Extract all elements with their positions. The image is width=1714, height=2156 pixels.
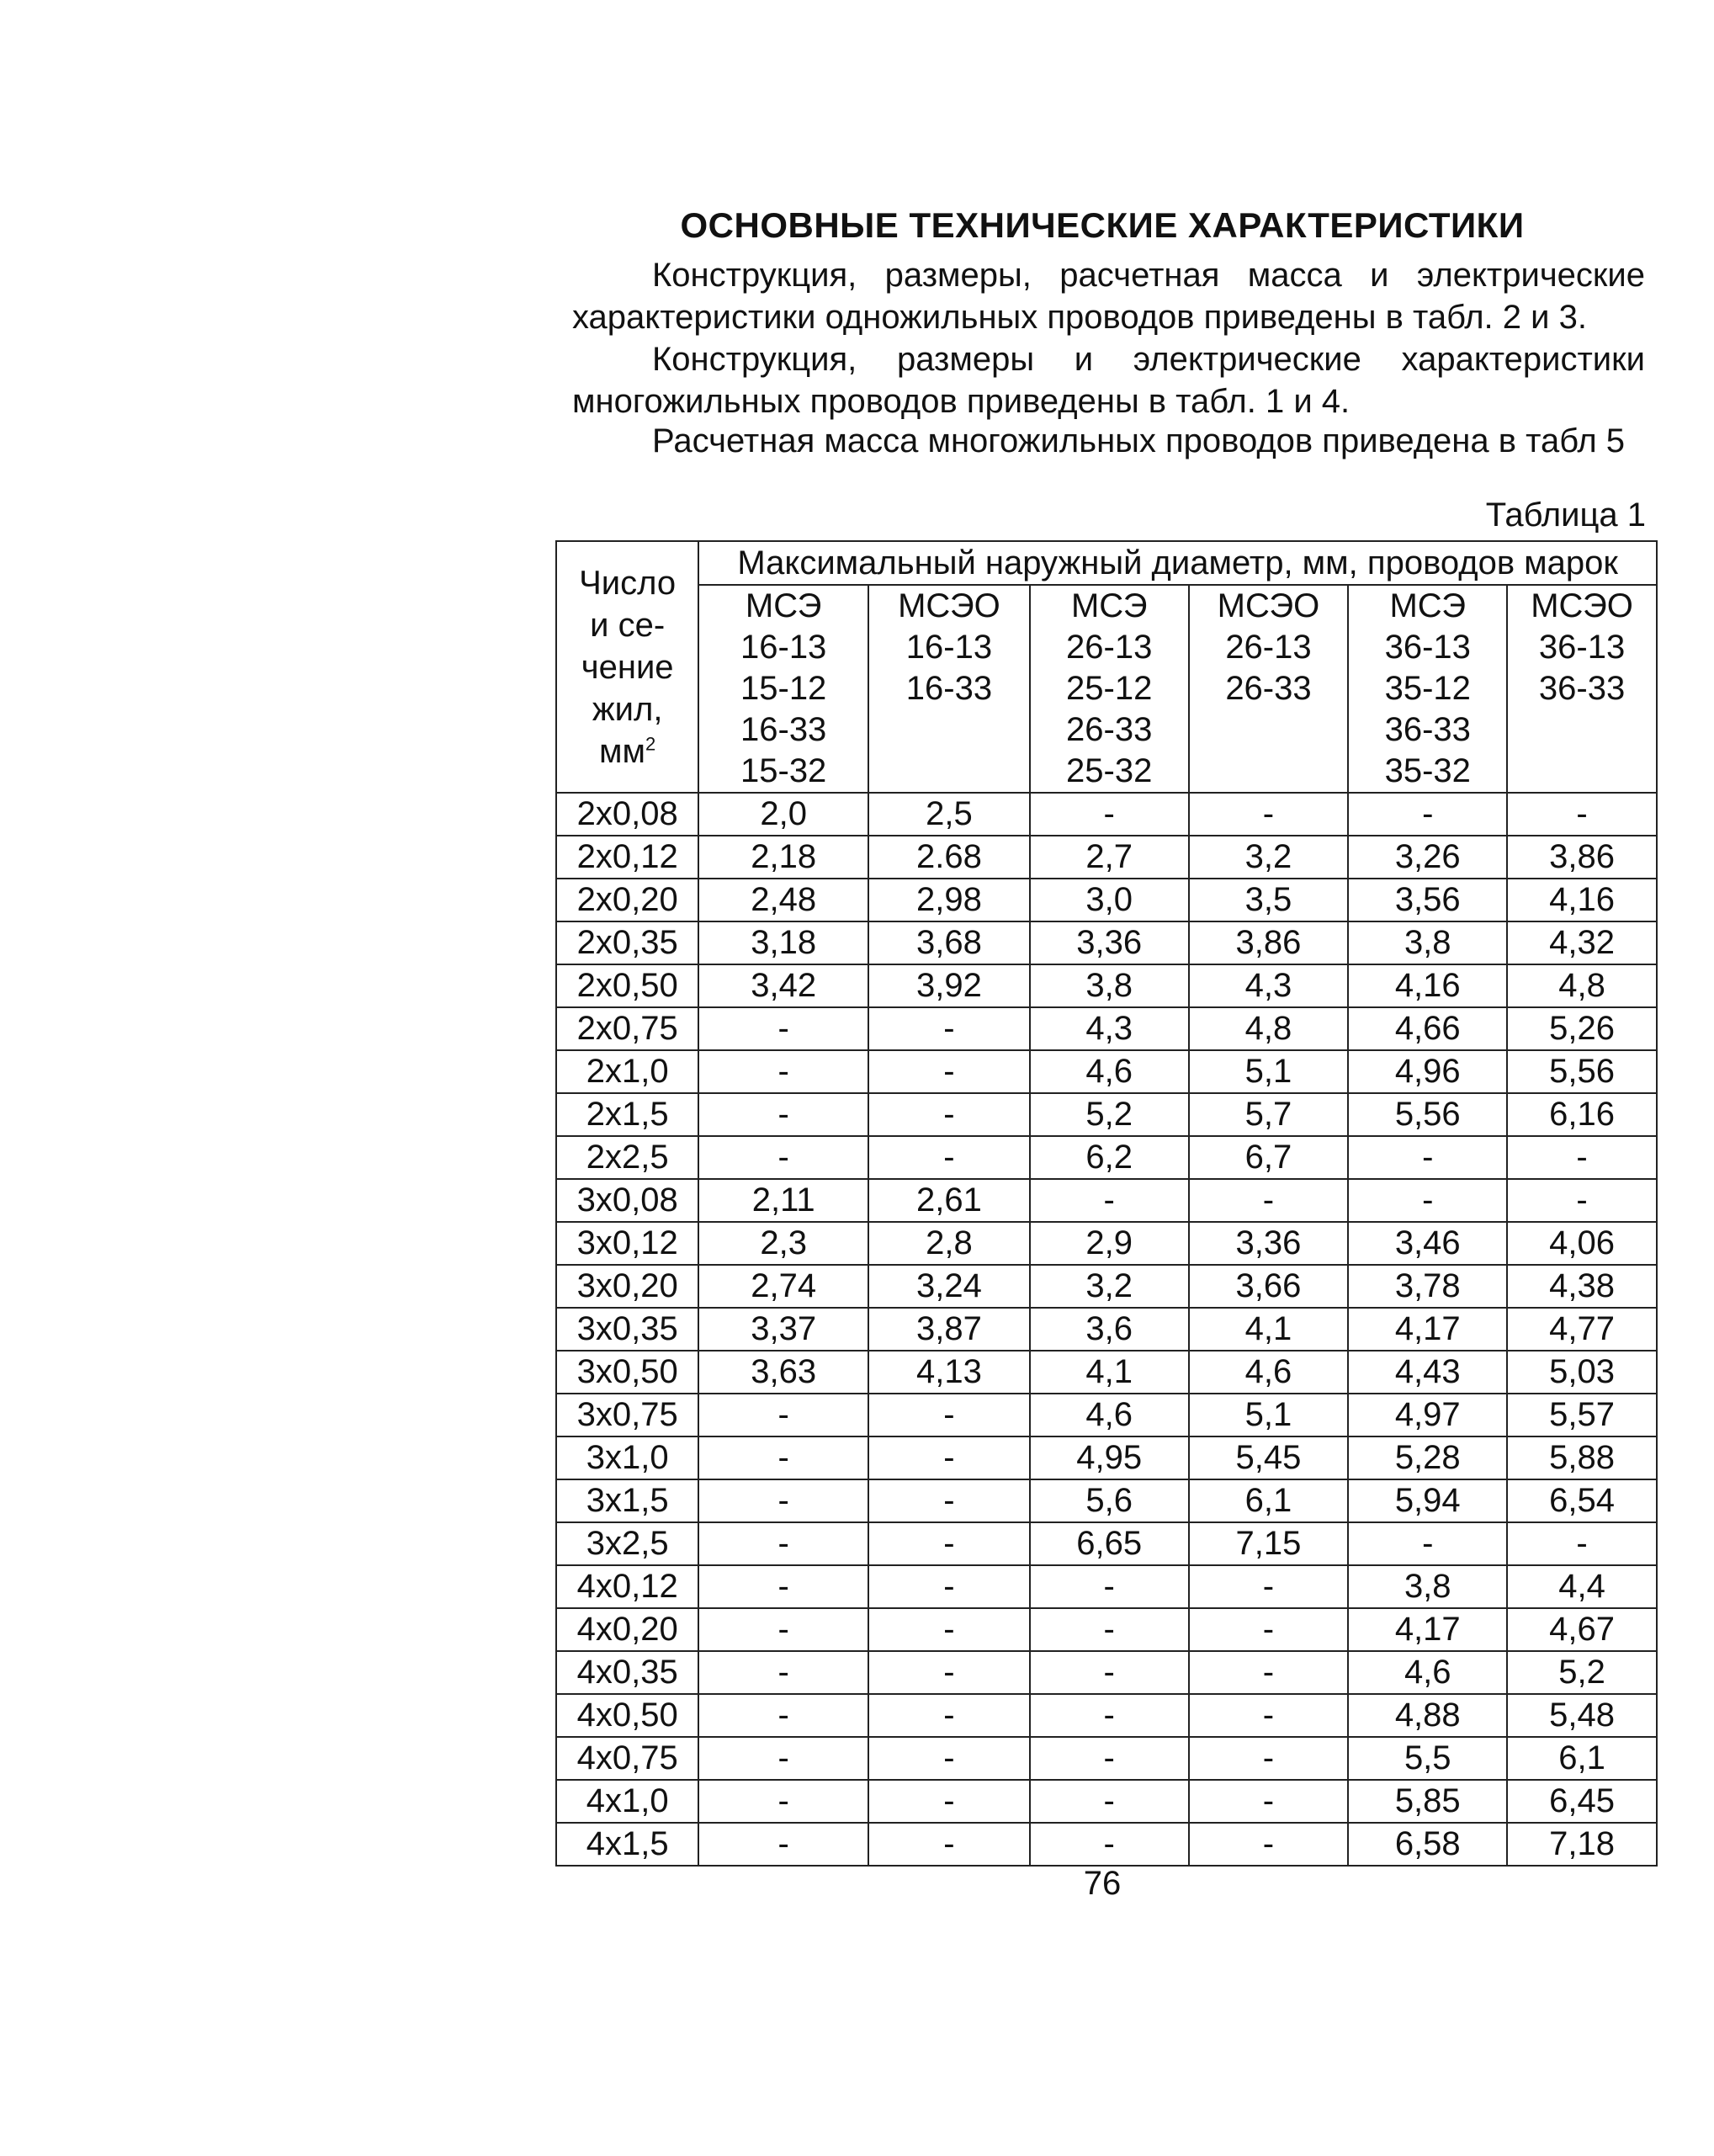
table-cell: -: [1030, 1608, 1189, 1651]
table-cell: 3,86: [1507, 836, 1657, 879]
table-cell: -: [1189, 1780, 1349, 1823]
table-cell: 4,13: [868, 1351, 1030, 1394]
table-cell: 4,6: [1348, 1651, 1507, 1694]
table-row: [556, 1007, 1657, 1050]
table-row: [556, 921, 1657, 964]
column-header-2: [1030, 585, 1189, 793]
table-cell: -: [1030, 1823, 1189, 1866]
table-cell: 3,2: [1189, 836, 1349, 879]
table-cell: 2,3: [698, 1222, 868, 1265]
table-cell: 5,56: [1348, 1093, 1507, 1136]
row-header-line: чение: [581, 648, 674, 686]
row-label: 4x0,12: [556, 1565, 698, 1608]
table-cell: 3,2: [1030, 1265, 1189, 1308]
table-cell: 2,48: [698, 879, 868, 921]
table-cell: 6,1: [1189, 1479, 1349, 1522]
table-label: Таблица 1: [1485, 497, 1646, 534]
table-cell: 2,8: [868, 1222, 1030, 1265]
column-header-line: 35-32: [1384, 752, 1471, 789]
table-cell: 5,2: [1507, 1651, 1657, 1694]
table-row: [556, 1351, 1657, 1394]
column-header-line: 36-13: [1384, 629, 1471, 666]
column-header-3: [1189, 585, 1349, 793]
table-cell: -: [1348, 1136, 1507, 1179]
table-cell: -: [1030, 1694, 1189, 1737]
row-label: 2x0,08: [556, 793, 698, 836]
column-header-5: [1507, 585, 1657, 793]
row-label: 2x0,35: [556, 921, 698, 964]
table-cell: 3,18: [698, 921, 868, 964]
column-header-4: [1348, 585, 1507, 793]
row-label: 4x0,50: [556, 1694, 698, 1737]
table-cell: -: [868, 1651, 1030, 1694]
paragraph-2: Конструкция, размеры и электрические характеристики многожильных проводов приведены в табл. 1 и 4.: [572, 341, 1645, 420]
table-cell: 2,9: [1030, 1222, 1189, 1265]
column-header-line: 25-12: [1066, 670, 1153, 707]
table-cell: 2,98: [868, 879, 1030, 921]
table-body: [556, 793, 1657, 1866]
table-row: [556, 1093, 1657, 1136]
page-number: 76: [1083, 1865, 1122, 1902]
table-cell: 4,96: [1348, 1050, 1507, 1093]
table-cell: 3,56: [1348, 879, 1507, 921]
table-cell: -: [698, 1737, 868, 1780]
page-heading: ОСНОВНЫЕ ТЕХНИЧЕСКИЕ ХАРАКТЕРИСТИКИ: [680, 205, 1525, 245]
table-cell: -: [1348, 1179, 1507, 1222]
table-cell: -: [698, 1522, 868, 1565]
row-label: 2x0,50: [556, 964, 698, 1007]
table-row: [556, 1608, 1657, 1651]
column-header-line: 26-13: [1225, 629, 1312, 666]
table-cell: 2,61: [868, 1179, 1030, 1222]
row-label: 2x0,20: [556, 879, 698, 921]
table-cell: 4,8: [1507, 964, 1657, 1007]
table-cell: 3,8: [1348, 921, 1507, 964]
column-header-line: 36-33: [1384, 711, 1471, 748]
column-header-line: 25-32: [1066, 752, 1153, 789]
table-row: [556, 1780, 1657, 1823]
row-label: 3x0,75: [556, 1394, 698, 1436]
row-label: 3x0,20: [556, 1265, 698, 1308]
table-cell: 3,0: [1030, 879, 1189, 921]
row-header-line: и се-: [590, 606, 666, 644]
table-cell: 3,37: [698, 1308, 868, 1351]
table-cell: -: [1189, 793, 1349, 836]
column-header-line: МСЭ: [745, 587, 822, 624]
column-header-line: 26-13: [1066, 629, 1153, 666]
table-cell: 4,16: [1348, 964, 1507, 1007]
column-header-line: 35-12: [1384, 670, 1471, 707]
group-header: Максимальный наружный диаметр, мм, проводов марок: [698, 541, 1657, 585]
column-header-line: МСЭО: [1217, 587, 1320, 624]
column-header-line: 15-32: [740, 752, 827, 789]
table-cell: -: [698, 1823, 868, 1866]
table-cell: 2.68: [868, 836, 1030, 879]
row-label: 2x0,12: [556, 836, 698, 879]
table-cell: 4,88: [1348, 1694, 1507, 1737]
table-cell: -: [1030, 1651, 1189, 1694]
table-cell: 4,17: [1348, 1608, 1507, 1651]
table-cell: -: [868, 1436, 1030, 1479]
table-row: [556, 1522, 1657, 1565]
row-header-line: жил,: [592, 690, 663, 728]
table-cell: -: [1030, 1780, 1189, 1823]
table-row: [556, 1394, 1657, 1436]
table-cell: 5,88: [1507, 1436, 1657, 1479]
table-cell: 3,8: [1348, 1565, 1507, 1608]
table-cell: 5,7: [1189, 1093, 1349, 1136]
table-cell: 2,0: [698, 793, 868, 836]
table-cell: 3,78: [1348, 1265, 1507, 1308]
table-cell: 4,8: [1189, 1007, 1349, 1050]
row-label: 3x0,12: [556, 1222, 698, 1265]
table-cell: 3,42: [698, 964, 868, 1007]
table-cell: 4,1: [1189, 1308, 1349, 1351]
table-row: [556, 1050, 1657, 1093]
table-cell: -: [868, 1136, 1030, 1179]
row-label: 3x0,35: [556, 1308, 698, 1351]
table-cell: -: [1189, 1651, 1349, 1694]
table-cell: 6,2: [1030, 1136, 1189, 1179]
table-row: [556, 1179, 1657, 1222]
table-cell: -: [868, 1050, 1030, 1093]
row-label: 2x0,75: [556, 1007, 698, 1050]
table-cell: 3,6: [1030, 1308, 1189, 1351]
table-cell: -: [1189, 1565, 1349, 1608]
table-cell: -: [698, 1565, 868, 1608]
wire-diameter-table: [555, 540, 1658, 1867]
table-cell: -: [868, 1479, 1030, 1522]
table-cell: -: [1030, 1737, 1189, 1780]
column-header-line: МСЭО: [1531, 587, 1633, 624]
table-cell: 5,2: [1030, 1093, 1189, 1136]
table-row: [556, 1694, 1657, 1737]
table-row: [556, 1737, 1657, 1780]
row-label: 3x2,5: [556, 1522, 698, 1565]
table-cell: -: [868, 1737, 1030, 1780]
table-cell: -: [1189, 1823, 1349, 1866]
table-cell: 4,16: [1507, 879, 1657, 921]
table-cell: 3,36: [1189, 1222, 1349, 1265]
table-cell: -: [1507, 1179, 1657, 1222]
table-cell: 3,68: [868, 921, 1030, 964]
table-cell: 3,92: [868, 964, 1030, 1007]
table-cell: 3,24: [868, 1265, 1030, 1308]
row-header-line: Число: [579, 564, 677, 602]
table-cell: 5,56: [1507, 1050, 1657, 1093]
row-header-unit: мм: [599, 732, 646, 770]
table-cell: 4,3: [1030, 1007, 1189, 1050]
table-cell: 4,06: [1507, 1222, 1657, 1265]
table-row: [556, 1308, 1657, 1351]
row-header-unit-sup: 2: [645, 733, 656, 755]
column-header-line: 16-13: [905, 629, 993, 666]
row-label: 3x0,08: [556, 1179, 698, 1222]
table-cell: 3,63: [698, 1351, 868, 1394]
table-row: [556, 1222, 1657, 1265]
table-cell: -: [1030, 793, 1189, 836]
row-label: 2x2,5: [556, 1136, 698, 1179]
paragraph-1: Конструкция, размеры, расчетная масса и электрические характеристики одножильных проводов приведены в табл. 2 и 3.: [572, 257, 1645, 336]
column-header-0: [698, 585, 868, 793]
table-row: [556, 1265, 1657, 1308]
table-cell: 4,43: [1348, 1351, 1507, 1394]
table-cell: 4,6: [1030, 1050, 1189, 1093]
row-label: 4x0,35: [556, 1651, 698, 1694]
table-cell: 3,8: [1030, 964, 1189, 1007]
table-cell: -: [698, 1479, 868, 1522]
table-cell: 4,77: [1507, 1308, 1657, 1351]
column-headers-row: [556, 585, 1657, 793]
table-cell: 4,95: [1030, 1436, 1189, 1479]
table-row: [556, 1136, 1657, 1179]
table-cell: 5,6: [1030, 1479, 1189, 1522]
table-cell: -: [1189, 1608, 1349, 1651]
table-cell: -: [1348, 1522, 1507, 1565]
table-cell: 4,97: [1348, 1394, 1507, 1436]
table-cell: 2,5: [868, 793, 1030, 836]
table-cell: 4,1: [1030, 1351, 1189, 1394]
table-cell: 3,5: [1189, 879, 1349, 921]
table-cell: -: [1348, 793, 1507, 836]
row-label: 2x1,5: [556, 1093, 698, 1136]
row-label: 4x0,75: [556, 1737, 698, 1780]
table-cell: -: [868, 1565, 1030, 1608]
table-cell: 5,1: [1189, 1050, 1349, 1093]
table-cell: -: [698, 1007, 868, 1050]
row-label: 2x1,0: [556, 1050, 698, 1093]
column-header-line: МСЭО: [898, 587, 1000, 624]
table-cell: 5,48: [1507, 1694, 1657, 1737]
table-cell: 6,45: [1507, 1780, 1657, 1823]
table-row: [556, 1565, 1657, 1608]
table-cell: 3,87: [868, 1308, 1030, 1351]
table-cell: -: [1030, 1179, 1189, 1222]
table-cell: -: [698, 1780, 868, 1823]
column-header-line: 16-13: [740, 629, 827, 666]
table-cell: 5,57: [1507, 1394, 1657, 1436]
column-header-line: МСЭ: [1070, 587, 1148, 624]
table-cell: 6,7: [1189, 1136, 1349, 1179]
table-cell: -: [868, 1522, 1030, 1565]
table-cell: -: [1189, 1179, 1349, 1222]
table-cell: 6,58: [1348, 1823, 1507, 1866]
table-cell: 5,45: [1189, 1436, 1349, 1479]
table-cell: -: [868, 1694, 1030, 1737]
table-row: [556, 1651, 1657, 1694]
row-label: 4x1,0: [556, 1780, 698, 1823]
table-cell: 5,03: [1507, 1351, 1657, 1394]
table-cell: 4,38: [1507, 1265, 1657, 1308]
row-header-unit-line: [557, 730, 698, 773]
table-row: [556, 793, 1657, 836]
table-cell: -: [698, 1608, 868, 1651]
table-cell: -: [698, 1093, 868, 1136]
table-cell: -: [1030, 1565, 1189, 1608]
column-header-line: 16-33: [905, 670, 993, 707]
table-cell: -: [868, 1007, 1030, 1050]
table-cell: -: [1507, 1522, 1657, 1565]
table-cell: 4,3: [1189, 964, 1349, 1007]
column-header-line: 16-33: [740, 711, 827, 748]
table-cell: 5,1: [1189, 1394, 1349, 1436]
table-cell: -: [698, 1050, 868, 1093]
table-cell: 4,6: [1030, 1394, 1189, 1436]
table-cell: 4,6: [1189, 1351, 1349, 1394]
table-cell: -: [1189, 1694, 1349, 1737]
table-cell: -: [1189, 1737, 1349, 1780]
table-cell: -: [868, 1823, 1030, 1866]
table-cell: 4,66: [1348, 1007, 1507, 1050]
table-cell: 3,26: [1348, 836, 1507, 879]
table-cell: -: [868, 1394, 1030, 1436]
table-cell: -: [868, 1608, 1030, 1651]
column-header-line: МСЭ: [1389, 587, 1466, 624]
table-row: [556, 1436, 1657, 1479]
table-cell: 6,65: [1030, 1522, 1189, 1565]
table-cell: -: [1507, 793, 1657, 836]
table-row: [556, 836, 1657, 879]
column-header-1: [868, 585, 1030, 793]
table-cell: 5,85: [1348, 1780, 1507, 1823]
table-row: [556, 964, 1657, 1007]
column-header-line: 36-13: [1538, 629, 1626, 666]
row-label: 3x0,50: [556, 1351, 698, 1394]
table-cell: -: [698, 1436, 868, 1479]
row-label: 4x1,5: [556, 1823, 698, 1866]
column-header-line: 26-33: [1225, 670, 1312, 707]
column-header-line: 36-33: [1538, 670, 1626, 707]
table-cell: 3,46: [1348, 1222, 1507, 1265]
table-cell: -: [868, 1093, 1030, 1136]
table-cell: 5,94: [1348, 1479, 1507, 1522]
table-cell: -: [698, 1651, 868, 1694]
table-cell: 6,16: [1507, 1093, 1657, 1136]
row-label: 3x1,0: [556, 1436, 698, 1479]
table-cell: 4,4: [1507, 1565, 1657, 1608]
table-cell: 5,26: [1507, 1007, 1657, 1050]
table-cell: 3,66: [1189, 1265, 1349, 1308]
table-cell: 6,1: [1507, 1737, 1657, 1780]
table-cell: 4,32: [1507, 921, 1657, 964]
table-cell: 5,5: [1348, 1737, 1507, 1780]
row-header-cell: [556, 541, 698, 793]
paragraph-3: Расчетная масса многожильных проводов приведена в табл 5: [652, 422, 1626, 459]
table-row: [556, 1823, 1657, 1866]
table-cell: 7,18: [1507, 1823, 1657, 1866]
table-cell: -: [868, 1780, 1030, 1823]
table-cell: 3,36: [1030, 921, 1189, 964]
table-cell: 3,86: [1189, 921, 1349, 964]
column-header-line: 15-12: [740, 670, 827, 707]
table-cell: 2,74: [698, 1265, 868, 1308]
row-label: 3x1,5: [556, 1479, 698, 1522]
row-label: 4x0,20: [556, 1608, 698, 1651]
table-cell: -: [698, 1394, 868, 1436]
table-cell: 2,11: [698, 1179, 868, 1222]
table-cell: 4,67: [1507, 1608, 1657, 1651]
table-cell: -: [698, 1136, 868, 1179]
table-cell: 7,15: [1189, 1522, 1349, 1565]
table-cell: 4,17: [1348, 1308, 1507, 1351]
table-row: [556, 879, 1657, 921]
table-cell: 2,7: [1030, 836, 1189, 879]
table-row: [556, 1479, 1657, 1522]
table-cell: -: [1507, 1136, 1657, 1179]
table-cell: -: [698, 1694, 868, 1737]
table-cell: 2,18: [698, 836, 868, 879]
table-cell: 5,28: [1348, 1436, 1507, 1479]
table-cell: 6,54: [1507, 1479, 1657, 1522]
column-header-line: 26-33: [1066, 711, 1153, 748]
